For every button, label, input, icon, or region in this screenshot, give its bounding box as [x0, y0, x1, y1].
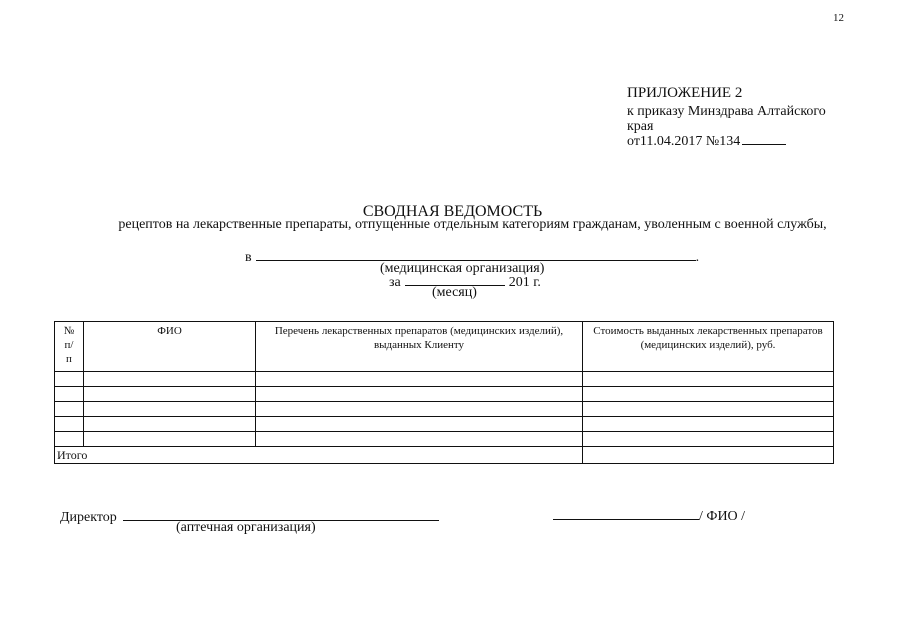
total-label: Итого: [55, 447, 583, 464]
pharmacy-caption: (аптечная организация): [176, 520, 316, 535]
header-medicines: Перечень лекарственных препаратов (медицинских изделий), выданных Клиенту: [256, 322, 583, 372]
table-cell[interactable]: [256, 402, 583, 417]
appendix-line-3: от11.04.2017 №134: [627, 134, 741, 149]
table-cell[interactable]: [256, 372, 583, 387]
appendix-line-2: края: [627, 119, 654, 134]
period-year: 201 г.: [508, 275, 541, 290]
table-row: [55, 402, 834, 417]
table-cell[interactable]: [84, 387, 256, 402]
table-cell[interactable]: [55, 387, 84, 402]
organization-prefix: в: [245, 250, 252, 265]
table-row: [55, 432, 834, 447]
period-prefix: за: [389, 275, 401, 290]
table-cell[interactable]: [55, 432, 84, 447]
table-cell[interactable]: [583, 432, 834, 447]
director-label: Директор: [60, 510, 117, 525]
summary-table: [54, 321, 834, 464]
table-cell[interactable]: [55, 402, 84, 417]
organization-row: в .: [245, 250, 700, 265]
table-row: [55, 417, 834, 432]
table-cell[interactable]: [256, 432, 583, 447]
table-cell[interactable]: [583, 402, 834, 417]
total-value-cell[interactable]: [583, 447, 834, 464]
table-header-row: [55, 322, 834, 372]
table-cell[interactable]: [256, 417, 583, 432]
page-number: 12: [833, 12, 844, 24]
appendix-block: [627, 86, 826, 149]
table-cell[interactable]: [583, 387, 834, 402]
table-total-row: [55, 447, 834, 464]
header-fio: ФИО: [84, 322, 256, 372]
table-cell[interactable]: [84, 432, 256, 447]
table-cell[interactable]: [583, 417, 834, 432]
appendix-line-1: к приказу Минздрава Алтайского: [627, 104, 826, 119]
document-subtitle: рецептов на лекарственные препараты, отпущенные отдельным категориям гражданам, уволенным с военной службы,: [118, 217, 827, 232]
header-cost: Стоимость выданных лекарственных препаратов (медицинских изделий), руб.: [583, 322, 834, 372]
organization-blank: [256, 248, 696, 261]
table-cell[interactable]: [84, 372, 256, 387]
table-cell[interactable]: [256, 387, 583, 402]
table-cell[interactable]: [84, 402, 256, 417]
table-cell[interactable]: [84, 417, 256, 432]
document-title: СВОДНАЯ ВЕДОМОСТЬ: [362, 203, 543, 220]
appendix-title: ПРИЛОЖЕНИЕ 2: [627, 85, 743, 101]
organization-caption: (медицинская организация): [380, 261, 545, 276]
header-number: № п/ п: [55, 322, 84, 372]
table-cell[interactable]: [55, 417, 84, 432]
table-row: [55, 372, 834, 387]
fio-signature-line: [553, 507, 699, 520]
table-cell[interactable]: [55, 372, 84, 387]
order-number-blank: [742, 134, 786, 145]
fio-signature-row: [553, 507, 745, 525]
fio-label: / ФИО /: [699, 509, 746, 524]
month-caption: (месяц): [432, 285, 477, 300]
table-cell[interactable]: [583, 372, 834, 387]
table-row: [55, 387, 834, 402]
